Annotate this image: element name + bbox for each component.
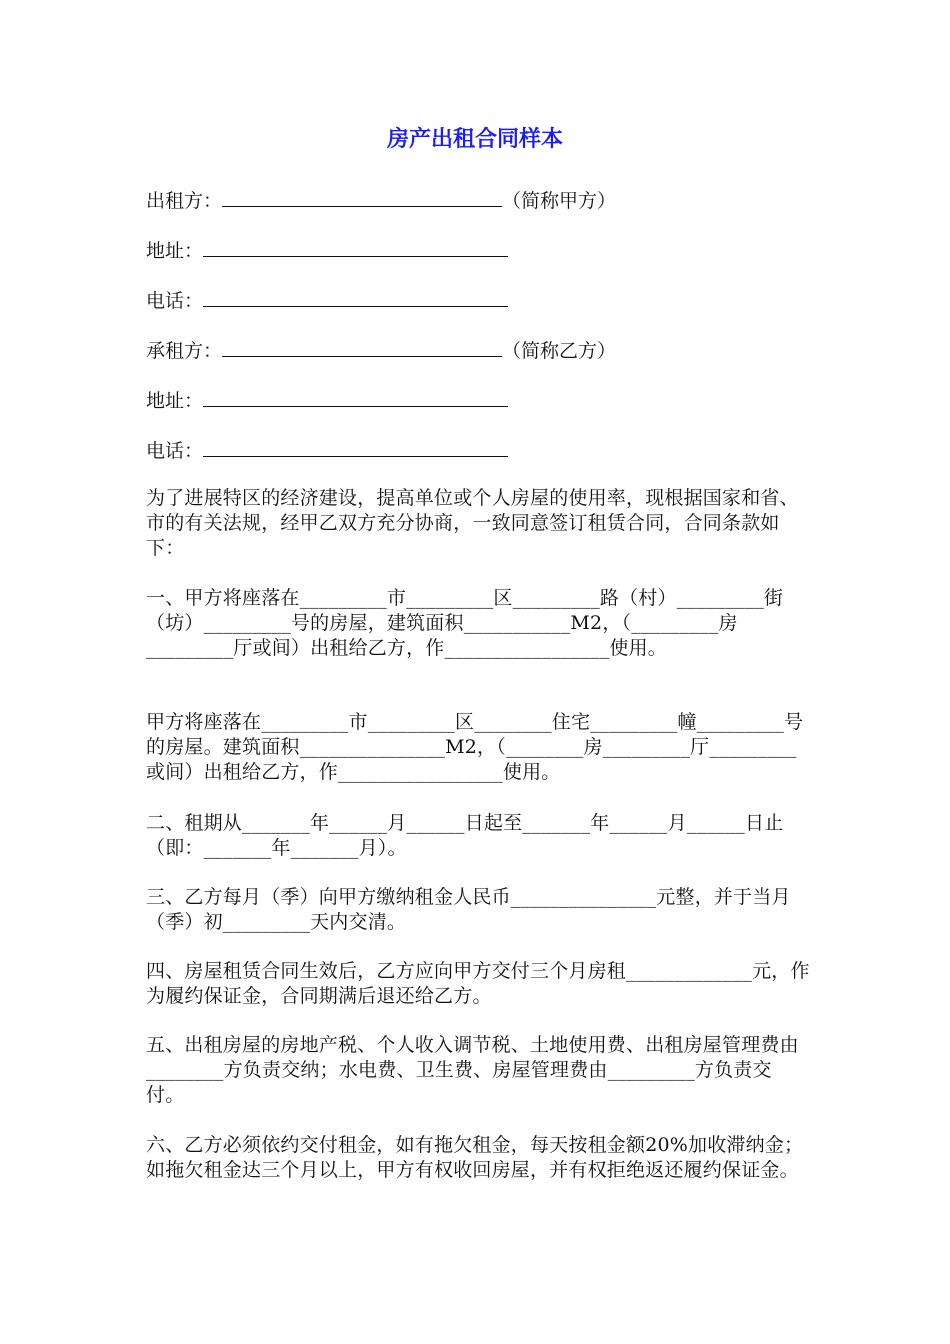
intro-paragraph: 为了进展特区的经济建设，提高单位或个人房屋的使用率，现根据国家和省、市的有关法规，经甲乙双方充分协商，一致同意签订租赁合同，合同条款如下： [146,487,799,559]
clause-6: 六、乙方必须依约交付租金，如有拖欠租金，每天按租金额20%加收滞纳金；如拖欠租金达三个月以上，甲方有权收回房屋，并有权拒绝返还履约保证金。 [146,1134,804,1181]
clause-3: 三、乙方每月（季）向甲方缴纳租金人民币_______________元整，并于当月（季）初_________天内交清。 [146,886,791,933]
lessee-phone-blank[interactable] [203,438,508,457]
lessor-phone-label: 电话： [146,290,204,312]
lessor-phone-blank[interactable] [203,288,508,307]
lessee-phone-label: 电话： [146,440,204,462]
clause-1b: 甲方将座落在_________市_________区________住宅_________幢_________号的房屋。建筑面积_______________M2，（________房_________厅_________或间）出租给乙方，作_________________使用。 [146,711,804,783]
document-title: 房产出租合同样本 [386,127,563,152]
lessee-blank[interactable] [222,338,502,357]
clause-1: 一、甲方将座落在_________市_________区_________路（村）_________街（坊）_________号的房屋，建筑面积___________M2，（_________房_________厅或间）出租给乙方，作_________________使用。 [146,587,784,659]
lessor-phone-line [146,288,508,313]
lessee-address-label: 地址： [146,390,204,412]
lessee-address-line [146,388,508,413]
lessee-address-blank[interactable] [203,388,508,407]
lessor-address-blank[interactable] [203,238,508,257]
clause-4: 四、房屋租赁合同生效后，乙方应向甲方交付三个月房租_____________元，作为履约保证金，合同期满后退还给乙方。 [146,960,810,1007]
lessee-phone-line [146,438,508,463]
clause-2: 二、租期从_______年______月______日起至_______年______月______日止（即：_______年_______月）。 [146,812,784,859]
lessor-line [146,188,616,213]
lessor-blank[interactable] [222,188,502,207]
lessee-label: 承租方： [146,340,223,362]
lessee-suffix: （简称乙方） [502,340,617,362]
clause-5: 五、出租房屋的房地产税、个人收入调节税、土地使用费、出租房屋管理费由________方负责交纳；水电费、卫生费、房屋管理费由_________方负责交付。 [146,1034,799,1106]
lessor-address-line [146,238,508,263]
lessee-line [146,338,616,363]
lessor-suffix: （简称甲方） [502,190,617,212]
lessor-label: 出租方： [146,190,223,212]
lessor-address-label: 地址： [146,240,204,262]
